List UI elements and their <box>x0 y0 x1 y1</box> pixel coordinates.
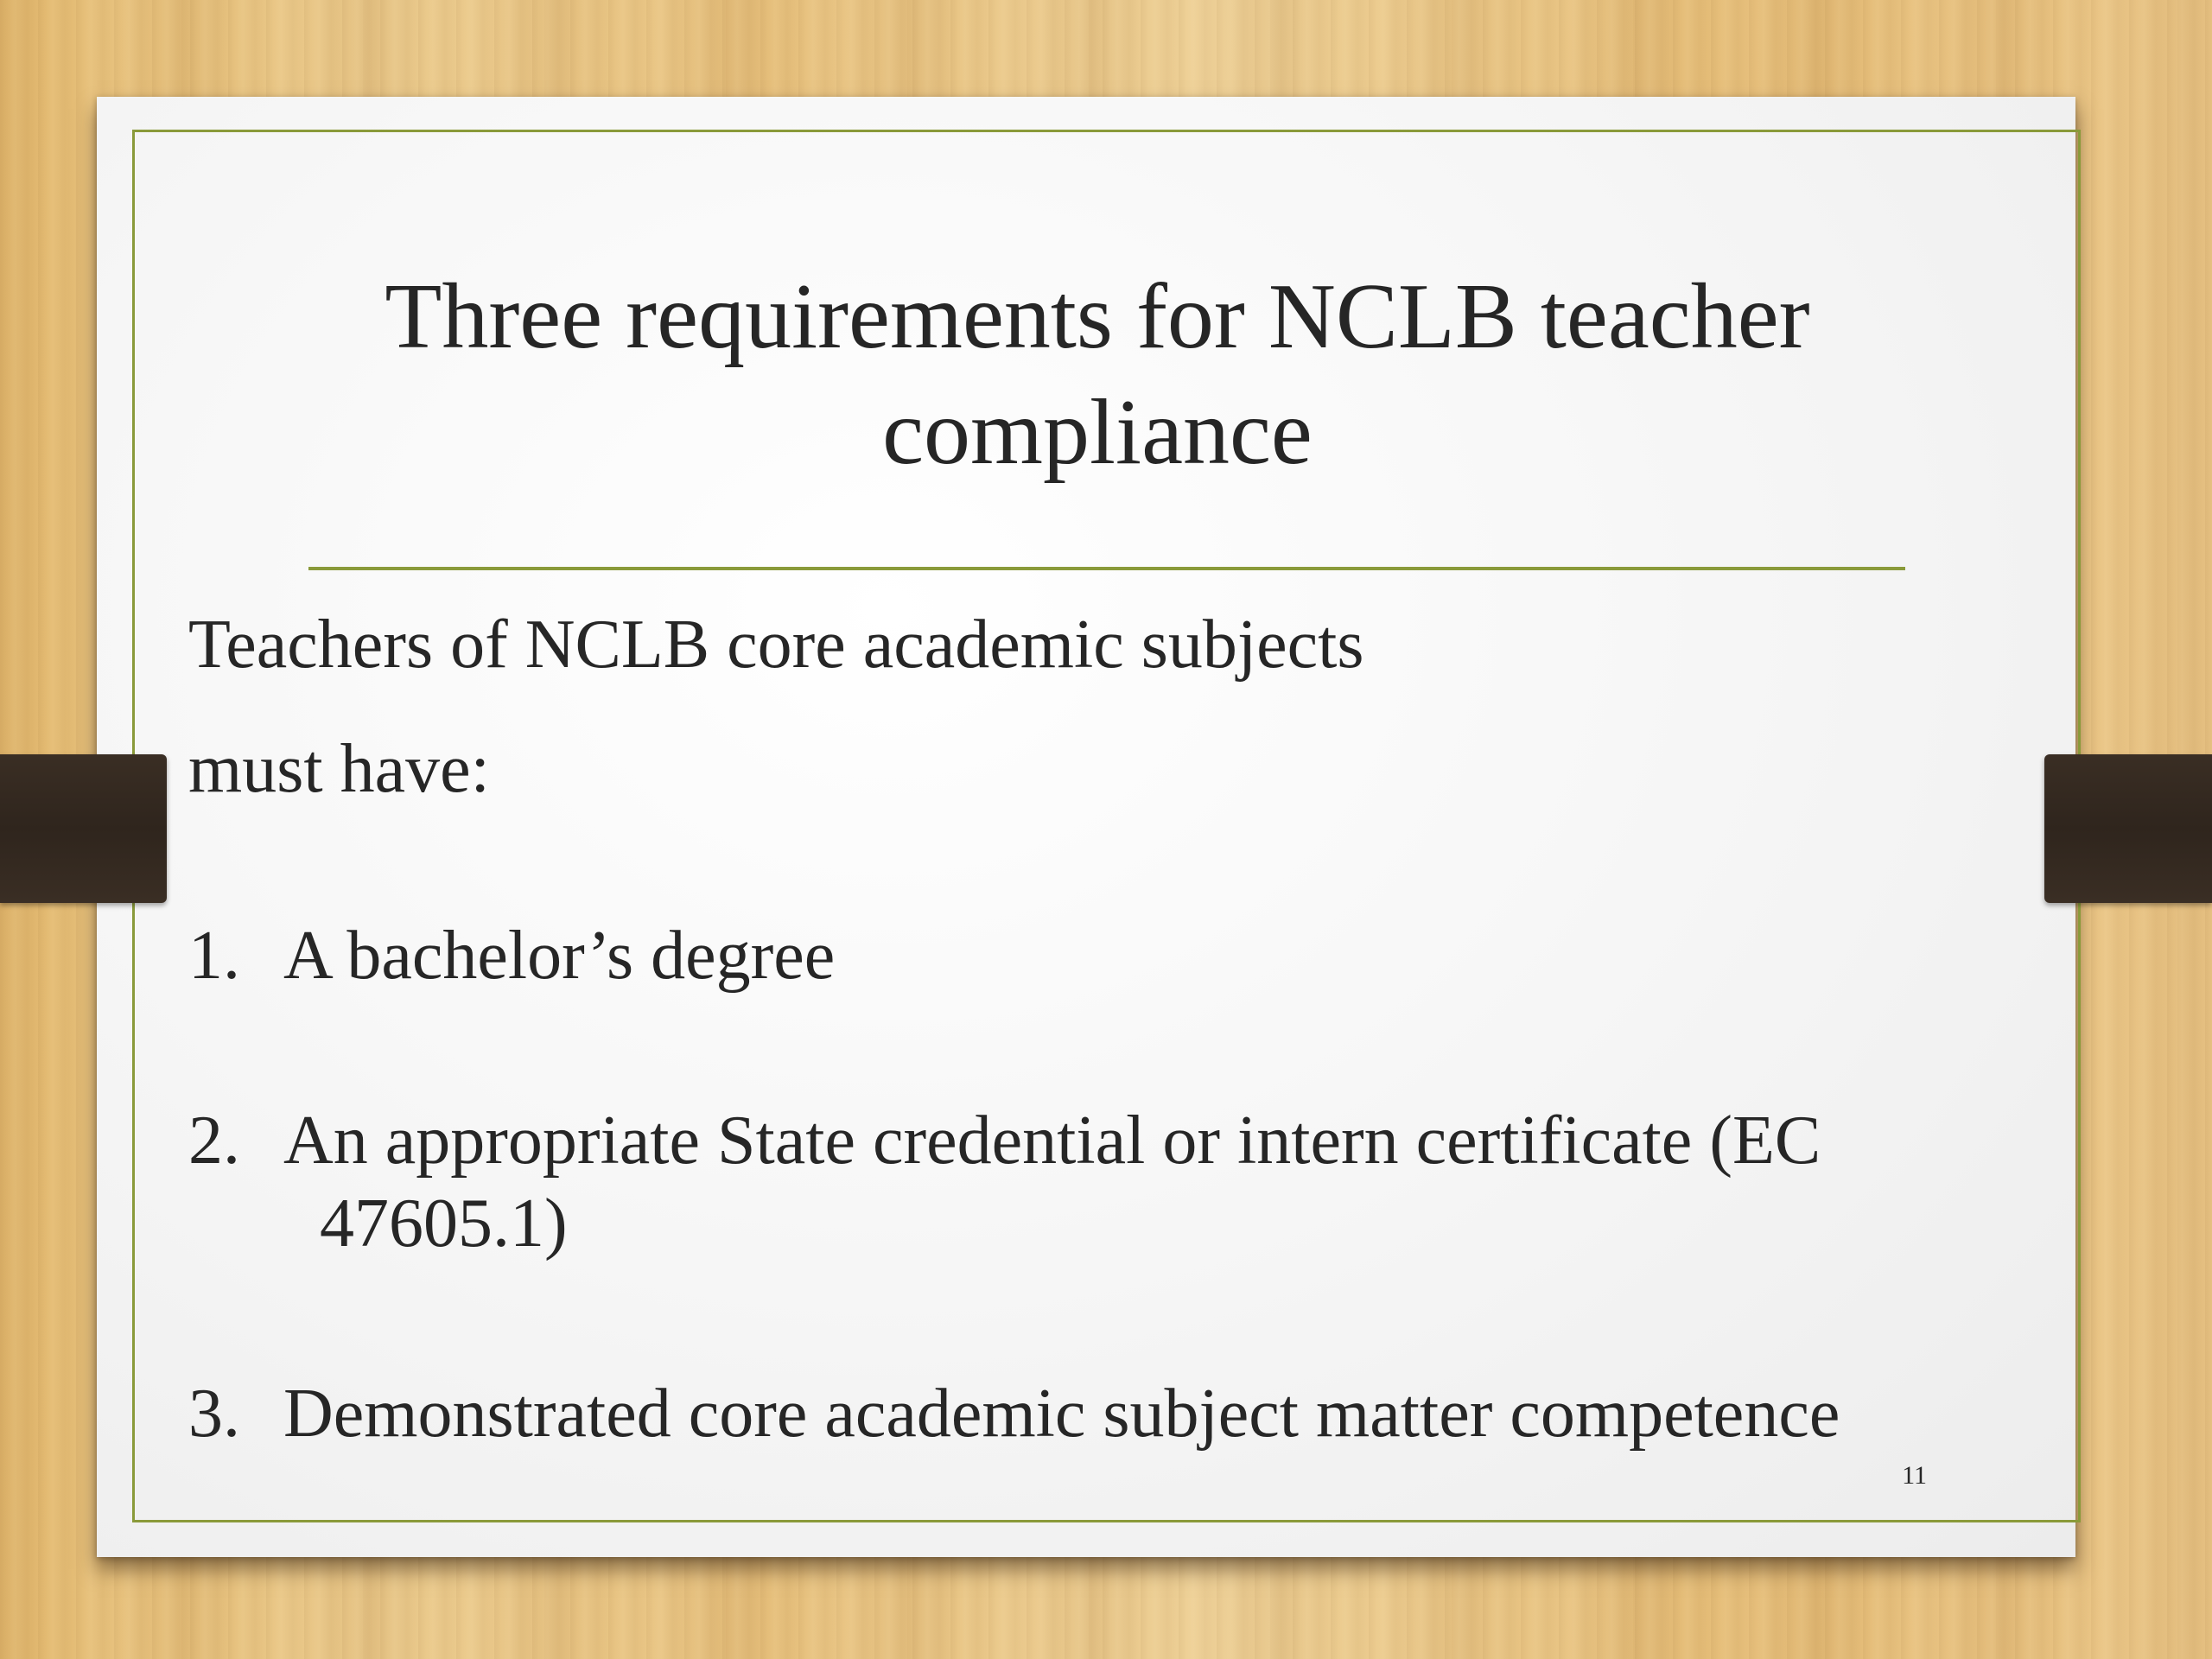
requirement-item-3 <box>188 1372 2055 1455</box>
right-binder-clip <box>2044 754 2212 903</box>
intro-line-1: Teachers of NCLB core academic subjects <box>188 607 1364 683</box>
requirement-number: 1. <box>188 918 240 994</box>
requirement-item-2 <box>188 1099 2055 1265</box>
title-divider <box>308 567 1905 570</box>
requirement-text: A bachelor’s degree <box>283 918 836 994</box>
requirement-text: Demonstrated core academic subject matter competence <box>283 1376 1840 1452</box>
requirement-number: 3. <box>188 1376 240 1452</box>
requirement-text: An appropriate State credential or intern certificate (EC <box>283 1103 1821 1179</box>
intro-line-2: must have: <box>188 731 490 807</box>
page-number: 11 <box>1902 1461 1927 1490</box>
slide-title: Three requirements for NCLB teacher compliance <box>385 265 1810 484</box>
requirement-text-continuation: 47605.1) <box>320 1185 568 1262</box>
left-binder-clip <box>0 754 167 903</box>
requirement-number: 2. <box>188 1103 240 1179</box>
requirement-item-1 <box>188 914 2055 997</box>
